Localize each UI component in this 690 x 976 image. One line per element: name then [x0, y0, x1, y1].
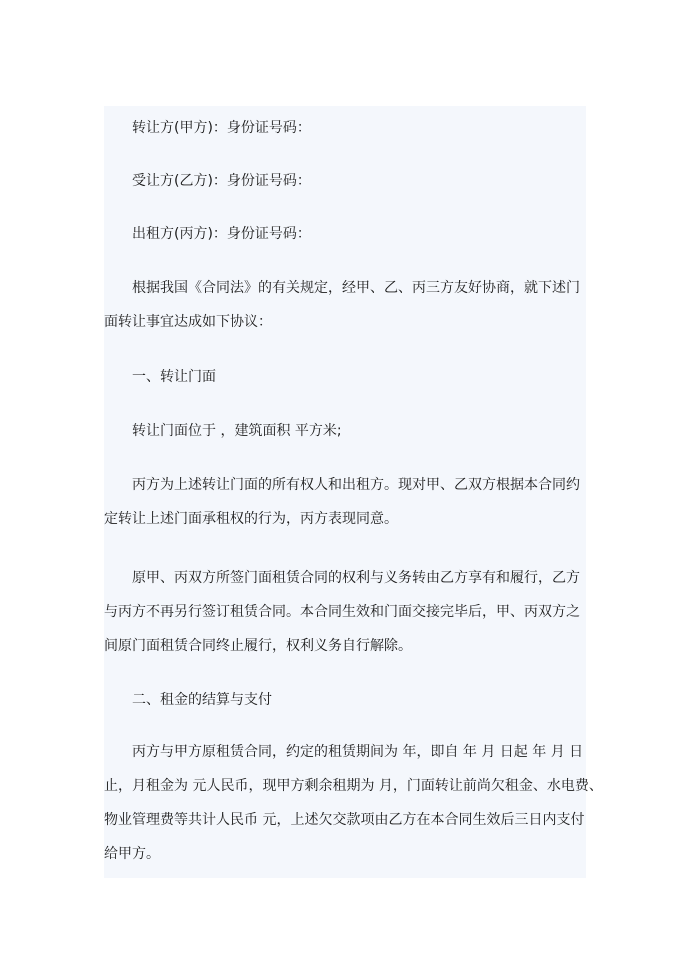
text-line: 间原门面租赁合同终止履行，权利义务自行解除。 — [104, 638, 412, 654]
document-page — [104, 106, 603, 878]
preamble-paragraph — [104, 271, 586, 339]
text-line: 原甲、丙双方所签门面租赁合同的权利与义务转由乙方享有和履行，乙方 — [132, 570, 580, 586]
party-c-line — [104, 217, 586, 251]
section-2-heading — [104, 683, 586, 717]
text-line: 与丙方不再另行签订租赁合同。本合同生效和门面交接完毕后，甲、丙双方之 — [104, 604, 580, 620]
text-line: 给甲方。 — [104, 846, 160, 862]
text-line: 转让方(甲方)：身份证号码： — [132, 120, 311, 136]
text-line: 定转让上述门面承租权的行为，丙方表现同意。 — [104, 511, 398, 527]
text-line: 面转让事宜达成如下协议： — [104, 314, 272, 330]
text-line: 出租方(丙方)：身份证号码： — [132, 226, 311, 242]
text-line: 丙方与甲方原租赁合同，约定的租赁期间为 年，即自 年 月 日起 年 月 日 — [132, 744, 584, 760]
text-line: 止，月租金为 元人民币，现甲方剩余租期为 月，门面转让前尚欠租金、水电费、 — [104, 778, 603, 794]
text-line: 受让方(乙方)：身份证号码： — [132, 173, 311, 189]
text-line: 物业管理费等共计人民币 元，上述欠交款项由乙方在本合同生效后三日内支付 — [104, 812, 585, 828]
text-line: 丙方为上述转让门面的所有权人和出租方。现对甲、乙双方根据本合同约 — [132, 477, 580, 493]
section-1-heading — [104, 360, 586, 394]
clause-consent — [104, 468, 586, 536]
clause-rent — [104, 735, 603, 871]
text-line: 二、租金的结算与支付 — [132, 692, 272, 708]
clause-location — [104, 414, 586, 448]
text-line: 根据我国《合同法》的有关规定，经甲、乙、丙三方友好协商，就下述门 — [132, 280, 580, 296]
clause-transfer-rights — [104, 561, 586, 663]
text-line: 转让门面位于 ，建筑面积 平方米; — [132, 423, 342, 439]
party-b-line — [104, 164, 586, 198]
text-line: 一、转让门面 — [132, 369, 216, 385]
party-a-line — [104, 111, 586, 145]
